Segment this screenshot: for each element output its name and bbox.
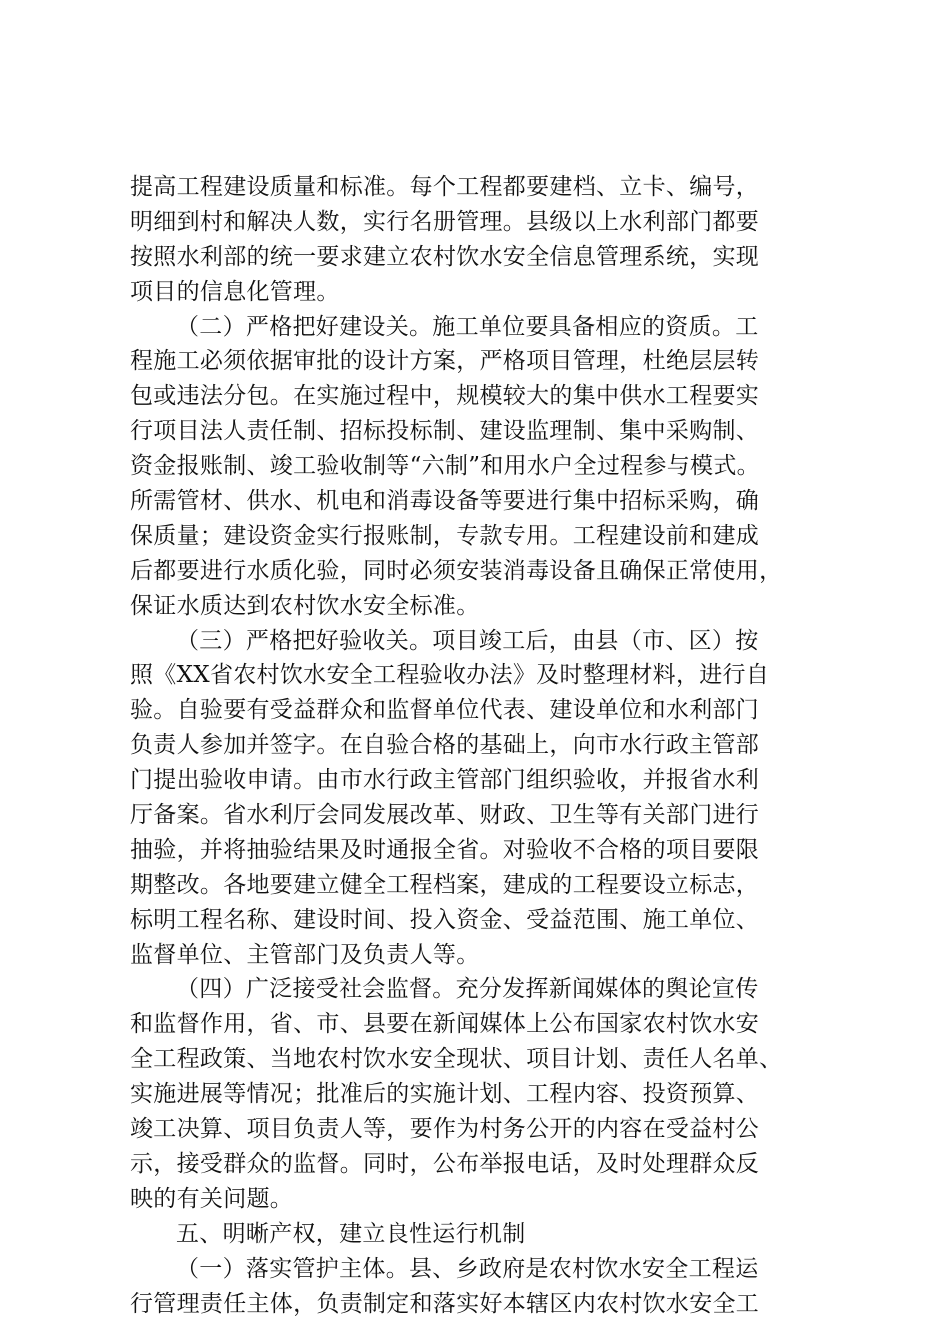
text-line: 实施进展等情况；批准后的实施计划、工程内容、投资预算、 — [130, 1081, 760, 1108]
text-line: 期整改。各地要建立健全工程档案，建成的工程要设立标志， — [130, 871, 760, 898]
text-line: 包或违法分包。在实施过程中，规模较大的集中供水工程要实 — [130, 383, 760, 410]
text-line: 保质量；建设资金实行报账制，专款专用。工程建设前和建成 — [130, 522, 760, 549]
text-line: （二）严格把好建设关。施工单位要具备相应的资质。工 — [176, 313, 759, 340]
text-line: 程施工必须依据审批的设计方案，严格项目管理，杜绝层层转 — [130, 348, 760, 375]
text-line: 负责人参加并签字。在自验合格的基础上，向市水行政主管部 — [130, 732, 760, 759]
text-line: 项目的信息化管理。 — [130, 278, 340, 305]
text-line: 资金报账制、竣工验收制等“六制”和用水户全过程参与模式。 — [130, 453, 760, 480]
text-line: 示，接受群众的监督。同时，公布举报电话，及时处理群众反 — [130, 1150, 760, 1177]
text-line: 五、明晰产权，建立良性运行机制 — [176, 1220, 526, 1247]
text-line: （四）广泛接受社会监督。充分发挥新闻媒体的舆论宣传 — [176, 976, 759, 1003]
text-line: 照《XX省农村饮水安全工程验收办法》及时整理材料，进行自 — [130, 662, 770, 689]
text-line: 标明工程名称、建设时间、投入资金、受益范围、施工单位、 — [130, 906, 760, 933]
text-line: 保证水质达到农村饮水安全标准。 — [130, 592, 480, 619]
text-line: 监督单位、主管部门及负责人等。 — [130, 941, 480, 968]
text-line: 验。自验要有受益群众和监督单位代表、建设单位和水利部门 — [130, 697, 760, 724]
text-line: 门提出验收申请。由市水行政主管部门组织验收，并报省水利 — [130, 767, 760, 794]
text-line: 后都要进行水质化验，同时必须安装消毒设备且确保正常使用， — [130, 557, 783, 584]
text-line: 所需管材、供水、机电和消毒设备等要进行集中招标采购，确 — [130, 488, 760, 515]
text-line: 行管理责任主体，负责制定和落实好本辖区内农村饮水安全工 — [130, 1290, 760, 1317]
text-line: （一）落实管护主体。县、乡政府是农村饮水安全工程运 — [176, 1255, 759, 1282]
text-line: 明细到村和解决人数，实行名册管理。县级以上水利部门都要 — [130, 208, 760, 235]
body-text — [130, 170, 834, 1321]
text-line: 行项目法人责任制、招标投标制、建设监理制、集中采购制、 — [130, 418, 760, 445]
text-line: 抽验，并将抽验结果及时通报全省。对验收不合格的项目要限 — [130, 836, 760, 863]
text-line: 提高工程建设质量和标准。每个工程都要建档、立卡、编号， — [130, 174, 760, 200]
text-line: 竣工决算、项目负责人等，要作为村务公开的内容在受益村公 — [130, 1116, 760, 1143]
text-line: 映的有关问题。 — [130, 1185, 294, 1212]
text-line: 和监督作用，省、市、县要在新闻媒体上公布国家农村饮水安 — [130, 1011, 760, 1038]
text-line: 全工程政策、当地农村饮水安全现状、项目计划、责任人名单、 — [130, 1046, 783, 1073]
text-line: 厅备案。省水利厅会同发展改革、财政、卫生等有关部门进行 — [130, 802, 760, 829]
text-line: （三）严格把好验收关。项目竣工后，由县（市、区）按 — [176, 627, 759, 654]
text-line: 按照水利部的统一要求建立农村饮水安全信息管理系统，实现 — [130, 243, 760, 270]
